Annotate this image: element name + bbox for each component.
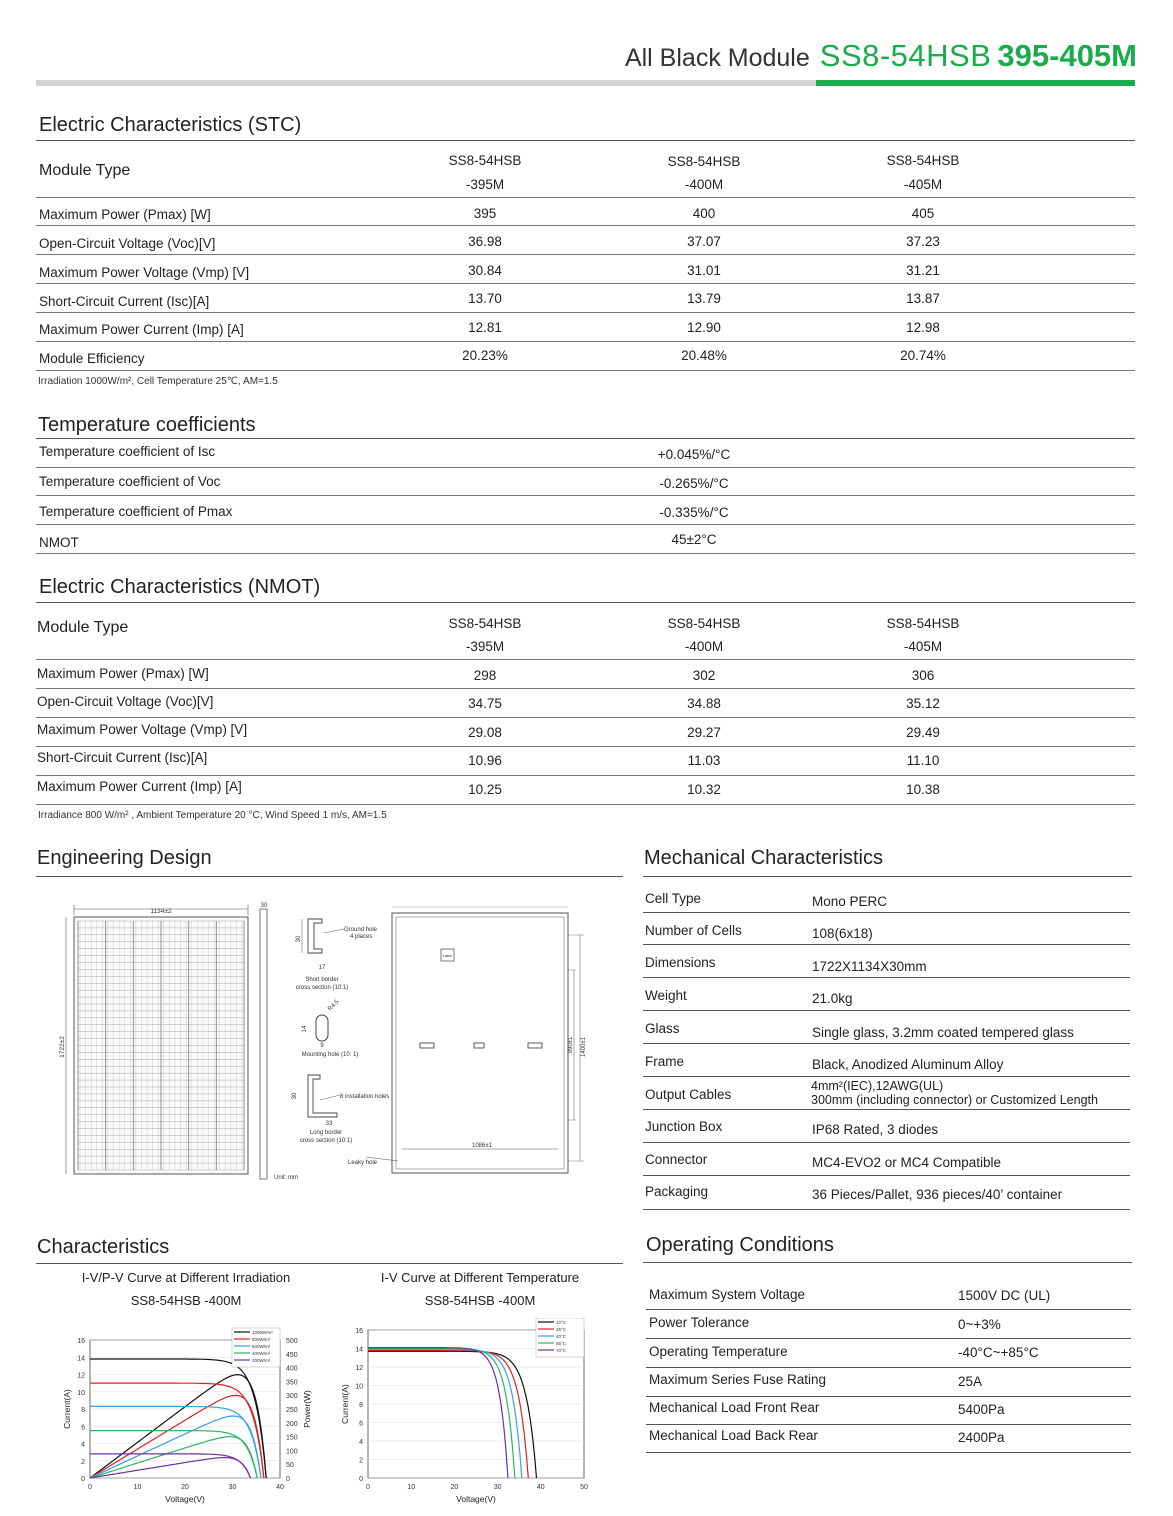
row-label: Glass bbox=[645, 1021, 680, 1036]
characteristics-title: Characteristics bbox=[37, 1236, 170, 1258]
row-label: Number of Cells bbox=[645, 923, 742, 938]
table-row bbox=[36, 776, 1135, 805]
stc-col-2-line2: -400M bbox=[684, 177, 724, 192]
operating-title: Operating Conditions bbox=[646, 1234, 834, 1256]
row-value: +0.045%/°C bbox=[657, 447, 731, 462]
nmot-note: Irradiance 800 W/m² , Ambient Temperature 20 °C, Wind Speed 1 m/s, AM=1.5 bbox=[38, 810, 387, 821]
row-value: 1500V DC (UL) bbox=[958, 1288, 1051, 1303]
nmot-col-1-line2: -395M bbox=[465, 639, 505, 654]
dim-990: 990±1 bbox=[568, 1036, 574, 1054]
x-tick-label: 40 bbox=[536, 1484, 545, 1491]
y-tick-label: 12 bbox=[77, 1372, 85, 1380]
y-tick-label: 14 bbox=[77, 1355, 85, 1363]
table-row bbox=[36, 438, 1135, 468]
row-label: Temperature coefficient of Voc bbox=[39, 474, 221, 489]
table-row bbox=[643, 945, 1130, 978]
row-label: Mechanical Load Front Rear bbox=[649, 1400, 820, 1415]
row-value: 2400Pa bbox=[958, 1430, 1005, 1445]
row-label: Short-Circuit Current (Isc)[A] bbox=[37, 750, 208, 765]
row-value: 298 bbox=[473, 668, 497, 683]
table-row bbox=[646, 1310, 1131, 1339]
mechanical-table bbox=[643, 876, 1130, 1211]
y-tick-label: 2 bbox=[359, 1457, 363, 1465]
chart2-subtitle: SS8-54HSB -400M bbox=[424, 1293, 536, 1308]
engineering-drawing bbox=[36, 895, 626, 1195]
x-axis-label: Voltage(V) bbox=[165, 1494, 205, 1504]
irradiation-chart bbox=[36, 1318, 326, 1512]
row-value: 10.96 bbox=[468, 753, 502, 768]
row-label: Packaging bbox=[645, 1184, 709, 1199]
table-row bbox=[36, 284, 1135, 313]
x-tick-label: 30 bbox=[493, 1484, 502, 1491]
table-row bbox=[36, 226, 1135, 255]
row-label: Temperature coefficient of Isc bbox=[39, 444, 216, 459]
table-row bbox=[646, 1368, 1131, 1397]
stc-col-1-line1: SS8-54HSB bbox=[448, 153, 522, 168]
stc-col-1-line2: -395M bbox=[465, 177, 505, 192]
x-tick-label: 0 bbox=[88, 1484, 92, 1491]
nmot-col-1-line1: SS8-54HSB bbox=[448, 616, 522, 631]
operating-table bbox=[646, 1281, 1131, 1453]
temp-table bbox=[36, 438, 1135, 555]
table-row bbox=[643, 1077, 1130, 1110]
stc-module-type-label: Module Type bbox=[39, 162, 131, 179]
dim-1086: 1086±1 bbox=[472, 1143, 492, 1149]
row-value: 45±2°C bbox=[671, 532, 717, 547]
row-label: Cell Type bbox=[645, 891, 702, 906]
y-tick-label: 16 bbox=[77, 1338, 85, 1345]
nmot-header-row bbox=[36, 602, 1135, 660]
y2-tick-label: 500 bbox=[286, 1338, 298, 1345]
row-value: -0.335%/°C bbox=[659, 505, 729, 520]
legend-label: 400W/m² bbox=[252, 1351, 271, 1356]
row-value: 34.75 bbox=[468, 696, 502, 711]
stc-col-3-line1: SS8-54HSB bbox=[886, 153, 960, 168]
x-axis-label: Voltage(V) bbox=[456, 1494, 496, 1504]
dim-9: 9 bbox=[320, 1043, 324, 1049]
y-tick-label: 6 bbox=[359, 1420, 363, 1428]
y-tick-label: 16 bbox=[355, 1328, 363, 1335]
row-value: 0~+3% bbox=[958, 1317, 1001, 1332]
row-value: -40°C~+85°C bbox=[958, 1345, 1039, 1360]
engineering-title-rule bbox=[36, 876, 623, 877]
row-value: 405 bbox=[911, 206, 935, 221]
dim-33: 33 bbox=[325, 1121, 333, 1127]
table-row bbox=[643, 1011, 1130, 1044]
row-value: 400 bbox=[692, 206, 716, 221]
y2-tick-label: 250 bbox=[286, 1407, 298, 1414]
mounting-hole-label: Mounting hole (10: 1) bbox=[301, 1052, 359, 1058]
row-value: 10.32 bbox=[687, 782, 721, 797]
long-cross-section-label: cross section (10:1) bbox=[299, 1138, 353, 1144]
nmot-col-3-line2: -405M bbox=[903, 639, 943, 654]
y2-tick-label: 50 bbox=[286, 1462, 294, 1470]
operating-title-rule bbox=[643, 1262, 1132, 1263]
row-value: 108(6x18) bbox=[812, 926, 873, 941]
unit-label: Unit: mm bbox=[274, 1175, 298, 1181]
x-tick-label: 50 bbox=[580, 1484, 588, 1491]
y-tick-label: 10 bbox=[355, 1383, 363, 1391]
module-back-view bbox=[348, 907, 587, 1173]
row-value: 1722X1134X30mm bbox=[812, 959, 927, 974]
ground-hole-label: Ground hole bbox=[344, 927, 378, 933]
legend-label: 600W/m² bbox=[252, 1344, 271, 1349]
row-value: 36 Pieces/Pallet, 936 pieces/40’ container bbox=[812, 1187, 1063, 1202]
stc-col-2-line1: SS8-54HSB bbox=[667, 154, 741, 169]
row-label: Maximum Power Voltage (Vmp) [V] bbox=[37, 722, 248, 737]
page-header bbox=[625, 38, 1137, 74]
row-value: 31.01 bbox=[687, 263, 721, 278]
table-row bbox=[646, 1281, 1131, 1310]
table-row bbox=[36, 747, 1135, 776]
nmot-col-3-line1: SS8-54HSB bbox=[886, 616, 960, 631]
row-value: 10.25 bbox=[468, 782, 502, 797]
mounting-hole-detail bbox=[302, 999, 359, 1058]
y-tick-label: 4 bbox=[359, 1439, 363, 1446]
table-row bbox=[36, 689, 1135, 718]
row-label: Maximum Power Current (Imp) [A] bbox=[37, 779, 242, 794]
dim-30-a: 30 bbox=[296, 935, 302, 943]
dim-thick-label: 30 bbox=[260, 903, 268, 909]
y-tick-label: 14 bbox=[355, 1346, 363, 1354]
header-model: SS8-54HSB bbox=[819, 38, 992, 73]
y-tick-label: 12 bbox=[355, 1365, 363, 1372]
row-label: Open-Circuit Voltage (Voc)[V] bbox=[37, 694, 214, 709]
row-value: 25A bbox=[958, 1374, 983, 1389]
row-value: 10.38 bbox=[906, 782, 940, 797]
row-label: Connector bbox=[645, 1152, 708, 1167]
table-row bbox=[646, 1425, 1131, 1453]
y2-tick-label: 100 bbox=[286, 1448, 298, 1456]
short-cross-section-label: cross section (10:1) bbox=[295, 985, 349, 991]
row-label: Short-Circuit Current (Isc)[A] bbox=[39, 294, 210, 309]
row-label: Output Cables bbox=[645, 1087, 732, 1102]
row-label: NMOT bbox=[39, 535, 79, 550]
four-places-label: 4 places bbox=[350, 934, 373, 940]
dim-17: 17 bbox=[318, 965, 326, 971]
leaky-hole-label: Leaky hole bbox=[348, 1160, 378, 1166]
y2-tick-label: 0 bbox=[286, 1476, 290, 1483]
table-row bbox=[36, 496, 1135, 525]
row-value: 21.0kg bbox=[812, 991, 853, 1006]
row-value: 36.98 bbox=[468, 234, 502, 249]
y-tick-label: 6 bbox=[81, 1424, 85, 1432]
row-value: 4mm²(IEC),12AWG(UL) bbox=[811, 1079, 944, 1093]
long-border-cross-section bbox=[292, 1075, 389, 1144]
install-holes-label: 8 installation holes bbox=[340, 1094, 390, 1100]
row-value: 29.27 bbox=[687, 725, 721, 740]
y2-axis-label: Power(W) bbox=[302, 1390, 312, 1428]
nmot-col-2-line1: SS8-54HSB bbox=[667, 616, 741, 631]
row-label: Mechanical Load Back Rear bbox=[649, 1428, 818, 1443]
stc-note: Irradiation 1000W/m², Cell Temperature 25℃, AM=1.5 bbox=[38, 376, 278, 387]
nmot-table bbox=[36, 602, 1135, 804]
row-value: 13.87 bbox=[906, 291, 940, 306]
y-tick-label: 10 bbox=[77, 1389, 85, 1397]
y-tick-label: 4 bbox=[81, 1441, 85, 1449]
row-value: 11.10 bbox=[906, 753, 940, 768]
dim-14: 14 bbox=[302, 1025, 308, 1033]
dim-r45: R4.5 bbox=[327, 999, 341, 1013]
header-subtitle: All Black Module bbox=[624, 44, 810, 72]
stc-table bbox=[36, 140, 1135, 372]
chart1-subtitle: SS8-54HSB -400M bbox=[130, 1293, 242, 1308]
legend-label: 55°C bbox=[556, 1341, 567, 1346]
row-label: Power Tolerance bbox=[649, 1315, 750, 1330]
header-green-bar bbox=[816, 80, 1135, 86]
temp-title: Temperature coefficients bbox=[38, 414, 256, 436]
row-value: 13.70 bbox=[468, 291, 502, 306]
row-value: IP68 Rated, 3 diodes bbox=[812, 1122, 939, 1137]
dim-height-label: 1722±2 bbox=[59, 1036, 66, 1058]
row-value: 35.12 bbox=[906, 696, 940, 711]
row-label: Maximum Power Voltage (Vmp) [V] bbox=[39, 265, 250, 280]
table-row bbox=[36, 342, 1135, 371]
chart2-title: I-V Curve at Different Temperature bbox=[380, 1270, 580, 1285]
dim-30-b: 30 bbox=[292, 1092, 298, 1100]
legend-label: 40°C bbox=[556, 1334, 567, 1339]
stc-title: Electric Characteristics (STC) bbox=[39, 114, 302, 136]
row-value: 12.90 bbox=[687, 320, 721, 335]
table-row bbox=[643, 913, 1130, 945]
row-value: 11.03 bbox=[687, 753, 721, 768]
header-gray-bar bbox=[36, 80, 816, 86]
y-tick-label: 2 bbox=[81, 1458, 85, 1466]
long-border-label: Long border bbox=[309, 1130, 343, 1136]
row-value: Mono PERC bbox=[812, 894, 888, 909]
dim-1400: 1400±1 bbox=[581, 1037, 587, 1057]
y-tick-label: 0 bbox=[359, 1476, 363, 1483]
table-row bbox=[643, 1143, 1130, 1176]
row-value: 31.21 bbox=[906, 263, 940, 278]
y-tick-label: 0 bbox=[81, 1476, 85, 1483]
y-axis-label: Current(A) bbox=[62, 1389, 72, 1429]
y-tick-label: 8 bbox=[81, 1407, 85, 1414]
row-value: 20.48% bbox=[681, 348, 727, 363]
table-row bbox=[36, 255, 1135, 284]
row-value: 13.79 bbox=[687, 291, 721, 306]
row-label: Maximum Series Fuse Rating bbox=[649, 1372, 827, 1387]
table-row bbox=[643, 876, 1130, 913]
x-tick-label: 20 bbox=[450, 1484, 459, 1491]
x-tick-label: 40 bbox=[276, 1484, 284, 1491]
legend-label: 800W/m² bbox=[252, 1337, 271, 1342]
row-value: 20.74% bbox=[900, 348, 946, 363]
chart1-title: I-V/P-V Curve at Different Irradiation bbox=[81, 1270, 291, 1285]
row-value: 302 bbox=[692, 668, 716, 683]
y2-tick-label: 200 bbox=[286, 1420, 298, 1428]
short-border-cross-section bbox=[296, 919, 378, 991]
row-value: 37.23 bbox=[906, 234, 940, 249]
row-value: 37.07 bbox=[687, 234, 721, 249]
row-label: Maximum Power Current (Imp) [A] bbox=[39, 322, 244, 337]
row-label: Operating Temperature bbox=[649, 1344, 788, 1359]
engineering-title: Engineering Design bbox=[37, 847, 212, 869]
row-value: Black, Anodized Aluminum Alloy bbox=[812, 1057, 1004, 1072]
x-tick-label: 0 bbox=[366, 1484, 370, 1491]
row-value: -0.265%/°C bbox=[659, 476, 729, 491]
y2-tick-label: 400 bbox=[286, 1365, 298, 1373]
table-row bbox=[643, 1176, 1130, 1210]
short-border-label: Short border bbox=[305, 977, 339, 983]
header-power-range: 395-405M bbox=[997, 38, 1137, 73]
legend-label: 1000W/m² bbox=[252, 1330, 273, 1335]
row-value: Single glass, 3.2mm coated tempered glass bbox=[812, 1025, 1074, 1040]
row-value: 12.81 bbox=[468, 320, 502, 335]
legend-label: 70°C bbox=[556, 1348, 567, 1353]
row-value: 30.84 bbox=[468, 263, 502, 278]
y2-tick-label: 300 bbox=[286, 1393, 298, 1401]
row-value: 20.23% bbox=[462, 348, 508, 363]
x-tick-label: 20 bbox=[181, 1484, 189, 1491]
row-label: Frame bbox=[645, 1054, 685, 1069]
row-value: 306 bbox=[911, 668, 935, 683]
dim-width-label: 1134±2 bbox=[150, 908, 172, 915]
nmot-module-type-label: Module Type bbox=[37, 619, 129, 636]
row-value: 5400Pa bbox=[958, 1402, 1005, 1417]
table-row bbox=[36, 660, 1135, 689]
y-axis-label: Current(A) bbox=[340, 1384, 350, 1424]
row-label: Open-Circuit Voltage (Voc)[V] bbox=[39, 236, 216, 251]
row-label: Temperature coefficient of Pmax bbox=[39, 504, 233, 519]
row-value: MC4-EVO2 or MC4 Compatible bbox=[812, 1155, 1002, 1170]
row-label: Junction Box bbox=[645, 1119, 723, 1134]
x-tick-label: 30 bbox=[228, 1484, 237, 1491]
table-row bbox=[36, 197, 1135, 226]
legend-label: 200W/m² bbox=[252, 1358, 271, 1363]
y-tick-label: 8 bbox=[359, 1402, 363, 1409]
table-row bbox=[643, 1044, 1130, 1077]
row-value: 34.88 bbox=[687, 696, 721, 711]
table-row bbox=[36, 313, 1135, 342]
row-value: 29.08 bbox=[468, 725, 502, 740]
y2-tick-label: 350 bbox=[286, 1379, 298, 1387]
row-label: Maximum System Voltage bbox=[649, 1287, 806, 1302]
legend-label: 25°C bbox=[556, 1327, 567, 1332]
table-row bbox=[643, 1110, 1130, 1143]
table-row bbox=[36, 525, 1135, 554]
table-row bbox=[646, 1339, 1131, 1368]
temperature-chart bbox=[330, 1318, 620, 1512]
row-label: Module Efficiency bbox=[39, 351, 145, 366]
row-value-2: 300mm (including connector) or Customized Length bbox=[811, 1093, 1098, 1107]
stc-header-row bbox=[36, 140, 1135, 198]
row-label: Maximum Power (Pmax) [W] bbox=[37, 666, 209, 681]
row-value: 29.49 bbox=[906, 725, 940, 740]
characteristics-title-rule bbox=[36, 1263, 623, 1264]
table-row bbox=[646, 1397, 1131, 1425]
table-row bbox=[36, 467, 1135, 496]
row-label: Weight bbox=[645, 988, 687, 1003]
nmot-col-2-line2: -400M bbox=[684, 639, 724, 654]
y2-tick-label: 150 bbox=[286, 1434, 298, 1442]
stc-col-3-line2: -405M bbox=[903, 177, 943, 192]
row-label: Maximum Power (Pmax) [W] bbox=[39, 207, 211, 222]
legend-label: 10°C bbox=[556, 1320, 567, 1325]
y2-tick-label: 450 bbox=[286, 1351, 298, 1359]
nmot-title: Electric Characteristics (NMOT) bbox=[39, 576, 321, 598]
x-tick-label: 10 bbox=[407, 1484, 416, 1491]
table-row bbox=[36, 718, 1135, 747]
row-label: Dimensions bbox=[645, 955, 716, 970]
x-tick-label: 10 bbox=[133, 1484, 142, 1491]
label-tag: Label bbox=[442, 953, 453, 958]
table-row bbox=[643, 978, 1130, 1011]
row-value: 12.98 bbox=[906, 320, 940, 335]
mechanical-title: Mechanical Characteristics bbox=[644, 847, 883, 869]
row-value: 395 bbox=[473, 206, 497, 221]
module-front-view bbox=[59, 903, 268, 1179]
